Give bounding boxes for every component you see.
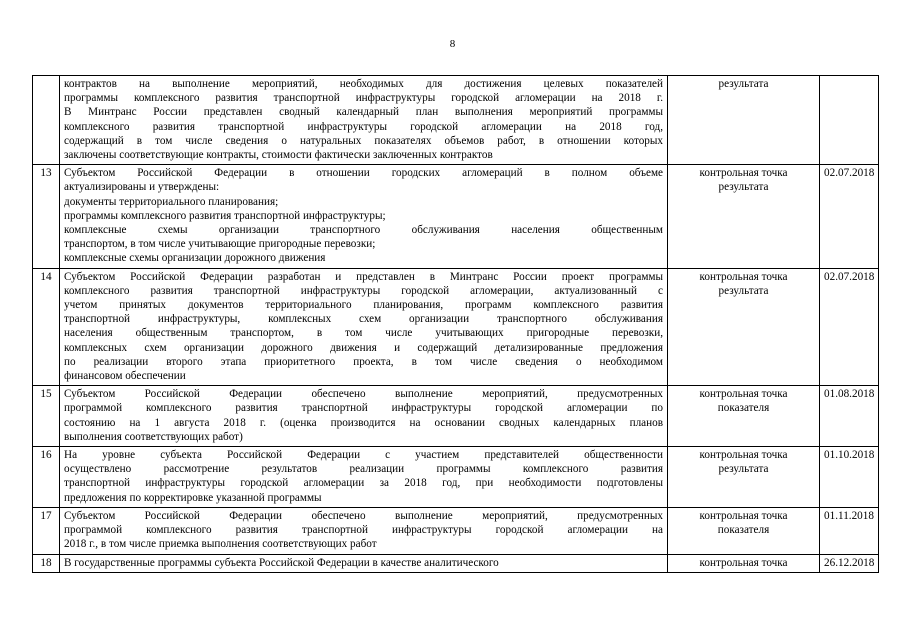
row-date: 26.12.2018 [820, 554, 879, 572]
type-line: показателя [717, 402, 770, 415]
description-line: комплексного развития транспортной инфраструктуры городской агломерации на 2018 год, [64, 120, 663, 133]
table-row [33, 165, 879, 268]
row-type [668, 447, 820, 508]
row-description [60, 165, 668, 268]
table-row [33, 76, 879, 165]
row-date: 02.07.2018 [820, 268, 879, 386]
description-line: населения общественным транспортом, в том числе учитывающих пригородные перевозки, [64, 327, 663, 340]
milestones-table [32, 75, 879, 573]
description-line: выполнения соответствующих работ) [64, 430, 243, 443]
description-line: по реализации второго этапа приоритетного проекта, в том числе сведения о необходимом [64, 355, 663, 368]
row-type [668, 386, 820, 447]
description-line: В государственные программы субъекта Российской Федерации в качестве аналитического [64, 556, 499, 569]
row-type [668, 76, 820, 165]
description-line: транспортной инфраструктуры городской агломерации за 2018 год, при необходимости подготовлены [64, 477, 663, 490]
type-line: показателя [717, 524, 770, 537]
description-line: документы территориального планирования; [64, 195, 279, 208]
table-row [33, 554, 879, 572]
row-number: 17 [33, 507, 60, 554]
description-line: контрактов на выполнение мероприятий, необходимых для достижения целевых показателей [64, 78, 663, 90]
row-number: 13 [33, 165, 60, 268]
type-line: результата [718, 463, 769, 476]
page-number: 8 [449, 38, 456, 50]
description-line: финансовом обеспечении [64, 370, 186, 383]
row-number [33, 76, 60, 165]
row-number: 16 [33, 447, 60, 508]
type-line: результата [718, 78, 769, 90]
row-number: 18 [33, 554, 60, 572]
table-row [33, 386, 879, 447]
row-date [820, 76, 879, 165]
type-line: контрольная точка [699, 556, 788, 569]
description-line: В Минтранс России представлен сводный календарный план выполнения мероприятий программы [64, 106, 663, 119]
row-number: 15 [33, 386, 60, 447]
row-date: 01.08.2018 [820, 386, 879, 447]
type-line: контрольная точка [699, 509, 788, 522]
row-date: 01.10.2018 [820, 447, 879, 508]
description-line: программой комплексного развития транспортной инфраструктуры городской агломерации на [64, 524, 663, 537]
type-line: результата [718, 284, 769, 297]
description-line: Субъектом Российской Федерации обеспечено выполнение мероприятий, предусмотренных [64, 388, 663, 401]
type-line: контрольная точка [699, 270, 788, 283]
row-date: 02.07.2018 [820, 165, 879, 268]
description-line: комплексного развития транспортной инфраструктуры городской агломерации, актуализованный с [64, 284, 663, 297]
row-number: 14 [33, 268, 60, 386]
row-description [60, 447, 668, 508]
description-line: актуализированы и утверждены: [64, 181, 220, 194]
row-date: 01.11.2018 [820, 507, 879, 554]
table-row [33, 507, 879, 554]
description-line: осуществлено рассмотрение результатов реализации программы комплексного развития [64, 463, 663, 476]
description-line: комплексные схемы организации дорожного движения [64, 252, 326, 265]
description-line: программы комплексного развития транспортной инфраструктуры; [64, 209, 386, 222]
row-description [60, 554, 668, 572]
description-line: заключены соответствующие контракты, стоимости фактически заключенных контрактов [64, 149, 493, 162]
row-description [60, 76, 668, 165]
description-line: На уровне субъекта Российской Федерации с участием представителей общественности [64, 449, 663, 462]
description-line: программой комплексного развития транспортной инфраструктуры городской агломерации по [64, 402, 663, 415]
table-row [33, 268, 879, 386]
type-line: результата [718, 181, 769, 194]
description-line: состоянию на 1 августа 2018 г. (оценка производится на основании сводных календарных планов [64, 416, 663, 429]
row-type [668, 165, 820, 268]
description-line: комплексных схем организации дорожного движения и содержащий детализированные предложения [64, 341, 663, 354]
description-line: транспортом, в том числе учитывающие пригородные перевозки; [64, 238, 376, 251]
description-line: комплексные схемы организации транспортного обслуживания населения общественным [64, 224, 663, 237]
row-type [668, 507, 820, 554]
description-line: содержащий в том числе сведения о натуральных показателях объемов работ, в отношении которых [64, 134, 663, 147]
description-line: 2018 г., в том числе приемка выполнения соответствующих работ [64, 538, 377, 551]
row-description [60, 507, 668, 554]
table-row [33, 447, 879, 508]
description-line: программы комплексного развития транспортной инфраструктуры городской агломерации на 2018 г. [64, 92, 663, 105]
description-line: транспортной инфраструктуры, комплексных схем организации транспортного обслуживания [64, 313, 663, 326]
row-description [60, 268, 668, 386]
description-line: Субъектом Российской Федерации обеспечено выполнение мероприятий, предусмотренных [64, 509, 663, 522]
row-description [60, 386, 668, 447]
row-type [668, 554, 820, 572]
description-line: предложения по корректировке указанной программы [64, 491, 322, 504]
description-line: Субъектом Российской Федерации разработан и представлен в Минтранс России проект программы [64, 270, 663, 283]
description-line: Субъектом Российской Федерации в отношении городских агломераций в полном объеме [64, 167, 663, 180]
row-type [668, 268, 820, 386]
description-line: учетом принятых документов территориального планирования, программ комплексного развития [64, 299, 663, 312]
type-line: контрольная точка [699, 167, 788, 180]
type-line: контрольная точка [699, 388, 788, 401]
type-line: контрольная точка [699, 449, 788, 462]
